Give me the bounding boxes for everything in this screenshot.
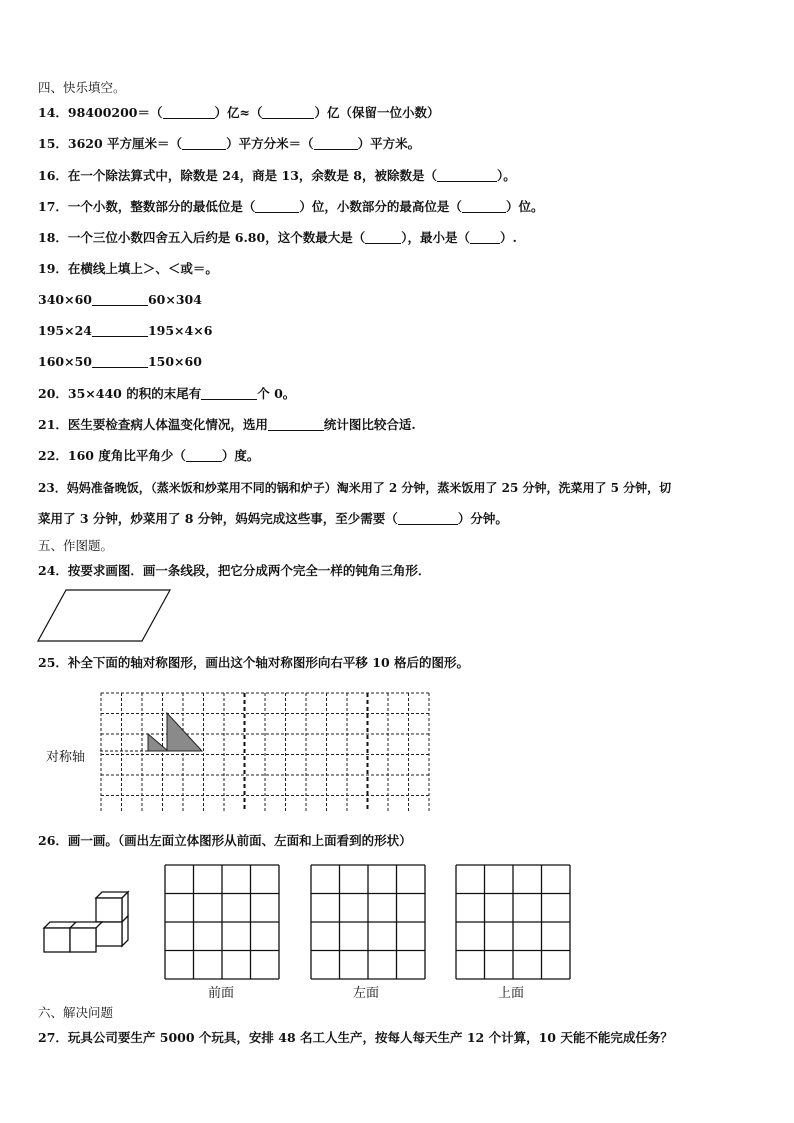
label-front: 前面 bbox=[208, 986, 235, 1001]
q20-blank[interactable] bbox=[201, 387, 257, 400]
q19-item-1-right: 60×304 bbox=[147, 292, 202, 307]
q24-text: 按要求画图．画一条线段，把它分成两个完全一样的钝角三角形． bbox=[67, 563, 431, 578]
q19-item-3-left: 160×50 bbox=[38, 354, 92, 369]
section-5-text: 五、作图题。 bbox=[38, 538, 114, 553]
grid-left-view bbox=[310, 864, 426, 980]
question-16 bbox=[38, 168, 516, 184]
q23-text-line-2a: 菜用了 3 分钟，炒菜用了 8 分钟，妈妈完成这些事，至少需要（ bbox=[38, 511, 398, 526]
bottom-cube-side bbox=[122, 916, 128, 946]
large-triangle-shape bbox=[167, 713, 202, 751]
q19-item-3-blank[interactable] bbox=[92, 355, 148, 368]
section-4-text: 四、快乐填空。 bbox=[38, 80, 126, 95]
q19-text: 在横线上填上＞、＜或＝。 bbox=[67, 261, 218, 276]
q21-text-b: 统计图比较合适. bbox=[323, 417, 416, 432]
q16-text-b: ）。 bbox=[496, 168, 516, 183]
q15-text-a: 3620 平方厘米＝（ bbox=[67, 136, 183, 151]
grid-front-view bbox=[164, 864, 280, 980]
q19-item-1-left: 340×60 bbox=[38, 292, 92, 307]
question-19 bbox=[38, 261, 218, 277]
q19-item-2-left: 195×24 bbox=[38, 323, 92, 338]
q22-text-b: ）度。 bbox=[221, 448, 260, 463]
q17-blank-1[interactable] bbox=[255, 200, 299, 213]
parallelogram-figure bbox=[36, 588, 176, 644]
question-21 bbox=[38, 417, 416, 433]
q27-number: 27． bbox=[38, 1030, 68, 1045]
q16-blank[interactable] bbox=[437, 169, 497, 182]
q19-item-1 bbox=[38, 292, 202, 308]
question-26 bbox=[38, 833, 412, 849]
top-cube-front bbox=[96, 898, 122, 922]
section-6-title bbox=[38, 1005, 113, 1021]
q19-item-3-right: 150×60 bbox=[147, 354, 202, 369]
q22-blank[interactable] bbox=[186, 449, 222, 462]
small-triangle-shape bbox=[148, 734, 168, 751]
q21-blank[interactable] bbox=[268, 418, 324, 431]
q14-number: 14． bbox=[38, 105, 68, 120]
q23-number: 23． bbox=[38, 481, 67, 495]
q23-text-line-1: 妈妈准备晚饭，（蒸米饭和炒菜用不同的锅和炉子）淘米用了 2 分钟，蒸米饭用了 25 分钟，洗菜用了 5 分钟，切 bbox=[66, 481, 672, 495]
dashed-grid bbox=[101, 693, 429, 812]
q26-text: 画一画。（画出左面立体图形从前面、左面和上面看到的形状） bbox=[67, 833, 412, 848]
question-20 bbox=[38, 386, 295, 402]
bottom-cube-1-front bbox=[44, 928, 70, 952]
q15-blank-2[interactable] bbox=[314, 137, 358, 150]
q14-text-a: 98400200＝（ bbox=[67, 105, 163, 120]
q23-blank[interactable] bbox=[398, 512, 458, 525]
label-top: 上面 bbox=[498, 986, 525, 1001]
q25-number: 25． bbox=[38, 655, 68, 670]
section-5-title bbox=[38, 538, 113, 554]
q18-number: 18． bbox=[38, 230, 68, 245]
q17-text-c: ）位。 bbox=[505, 199, 544, 214]
question-22 bbox=[38, 448, 259, 464]
q15-text-b: ）平方分米＝（ bbox=[226, 136, 314, 151]
section-4-title bbox=[38, 80, 126, 96]
q21-text-a: 医生要检查病人体温变化情况，选用 bbox=[67, 417, 268, 432]
q18-text-b: ），最小是（ bbox=[401, 230, 470, 245]
grid-top-view bbox=[455, 864, 571, 980]
q16-number: 16． bbox=[38, 168, 68, 183]
label-left: 左面 bbox=[353, 986, 380, 1001]
parallelogram-shape bbox=[38, 590, 170, 641]
symmetry-grid-figure bbox=[100, 692, 434, 812]
q21-number: 21． bbox=[38, 417, 68, 432]
q17-text-b: ）位，小数部分的最高位是（ bbox=[299, 199, 462, 214]
q24-number: 24． bbox=[38, 563, 68, 578]
q20-text-b: 个 0。 bbox=[257, 386, 296, 401]
q19-item-2-blank[interactable] bbox=[92, 324, 148, 337]
question-15 bbox=[38, 136, 420, 152]
q18-text-a: 一个三位小数四舍五入后约是 6.80，这个数最大是（ bbox=[67, 230, 366, 245]
question-17 bbox=[38, 199, 543, 215]
question-27 bbox=[38, 1030, 673, 1046]
q16-text-a: 在一个除法算式中，除数是 24，商是 13，余数是 8，被除数是（ bbox=[67, 168, 437, 183]
q17-text-a: 一个小数，整数部分的最低位是（ bbox=[67, 199, 256, 214]
question-23-line-2 bbox=[38, 511, 508, 527]
question-18 bbox=[38, 230, 517, 246]
q23-text-line-2b: ）分钟。 bbox=[457, 511, 508, 526]
q27-text: 玩具公司要生产 5000 个玩具，安排 48 名工人生产，按每人每天生产 12 个计算，10 天能不能完成任务？ bbox=[67, 1030, 673, 1045]
q15-blank-1[interactable] bbox=[182, 137, 226, 150]
q19-item-2 bbox=[38, 323, 212, 339]
q20-text-a: 35×440 的积的末尾有 bbox=[67, 386, 202, 401]
question-14 bbox=[38, 105, 440, 121]
q25-text: 补全下面的轴对称图形，画出这个轴对称图形向右平移 10 格后的图形。 bbox=[67, 655, 470, 670]
q14-text-b: ）亿≈（ bbox=[214, 105, 263, 120]
q19-item-2-right: 195×4×6 bbox=[147, 323, 213, 338]
bottom-cube-3-front bbox=[96, 922, 122, 946]
q26-number: 26． bbox=[38, 833, 68, 848]
symmetry-axis-label: 对称轴 bbox=[46, 750, 86, 765]
q20-number: 20． bbox=[38, 386, 68, 401]
grid-front-lines bbox=[165, 865, 279, 979]
q19-item-1-blank[interactable] bbox=[92, 293, 148, 306]
cube-stack-figure bbox=[40, 886, 136, 956]
question-23-line-1 bbox=[38, 480, 671, 496]
q18-blank-2[interactable] bbox=[470, 231, 500, 244]
section-6-text: 六、解决问题 bbox=[38, 1005, 114, 1020]
q17-blank-2[interactable] bbox=[462, 200, 506, 213]
grid-left-lines bbox=[311, 865, 425, 979]
question-24 bbox=[38, 563, 430, 579]
question-25 bbox=[38, 655, 469, 671]
q15-number: 15． bbox=[38, 136, 68, 151]
q15-text-c: ）平方米。 bbox=[357, 136, 421, 151]
q14-blank-2[interactable] bbox=[262, 106, 314, 119]
q18-text-c: ）. bbox=[499, 230, 517, 245]
grid-top-lines bbox=[456, 865, 570, 979]
q18-blank-1[interactable] bbox=[365, 231, 401, 244]
q22-text-a: 160 度角比平角少（ bbox=[67, 448, 186, 463]
q22-number: 22． bbox=[38, 448, 68, 463]
q14-text-c: ）亿（保留一位小数） bbox=[314, 105, 440, 120]
q17-number: 17． bbox=[38, 199, 68, 214]
bottom-cube-2-front bbox=[70, 928, 96, 952]
q19-item-3 bbox=[38, 354, 202, 370]
q19-number: 19． bbox=[38, 261, 68, 276]
q14-blank-1[interactable] bbox=[163, 106, 215, 119]
